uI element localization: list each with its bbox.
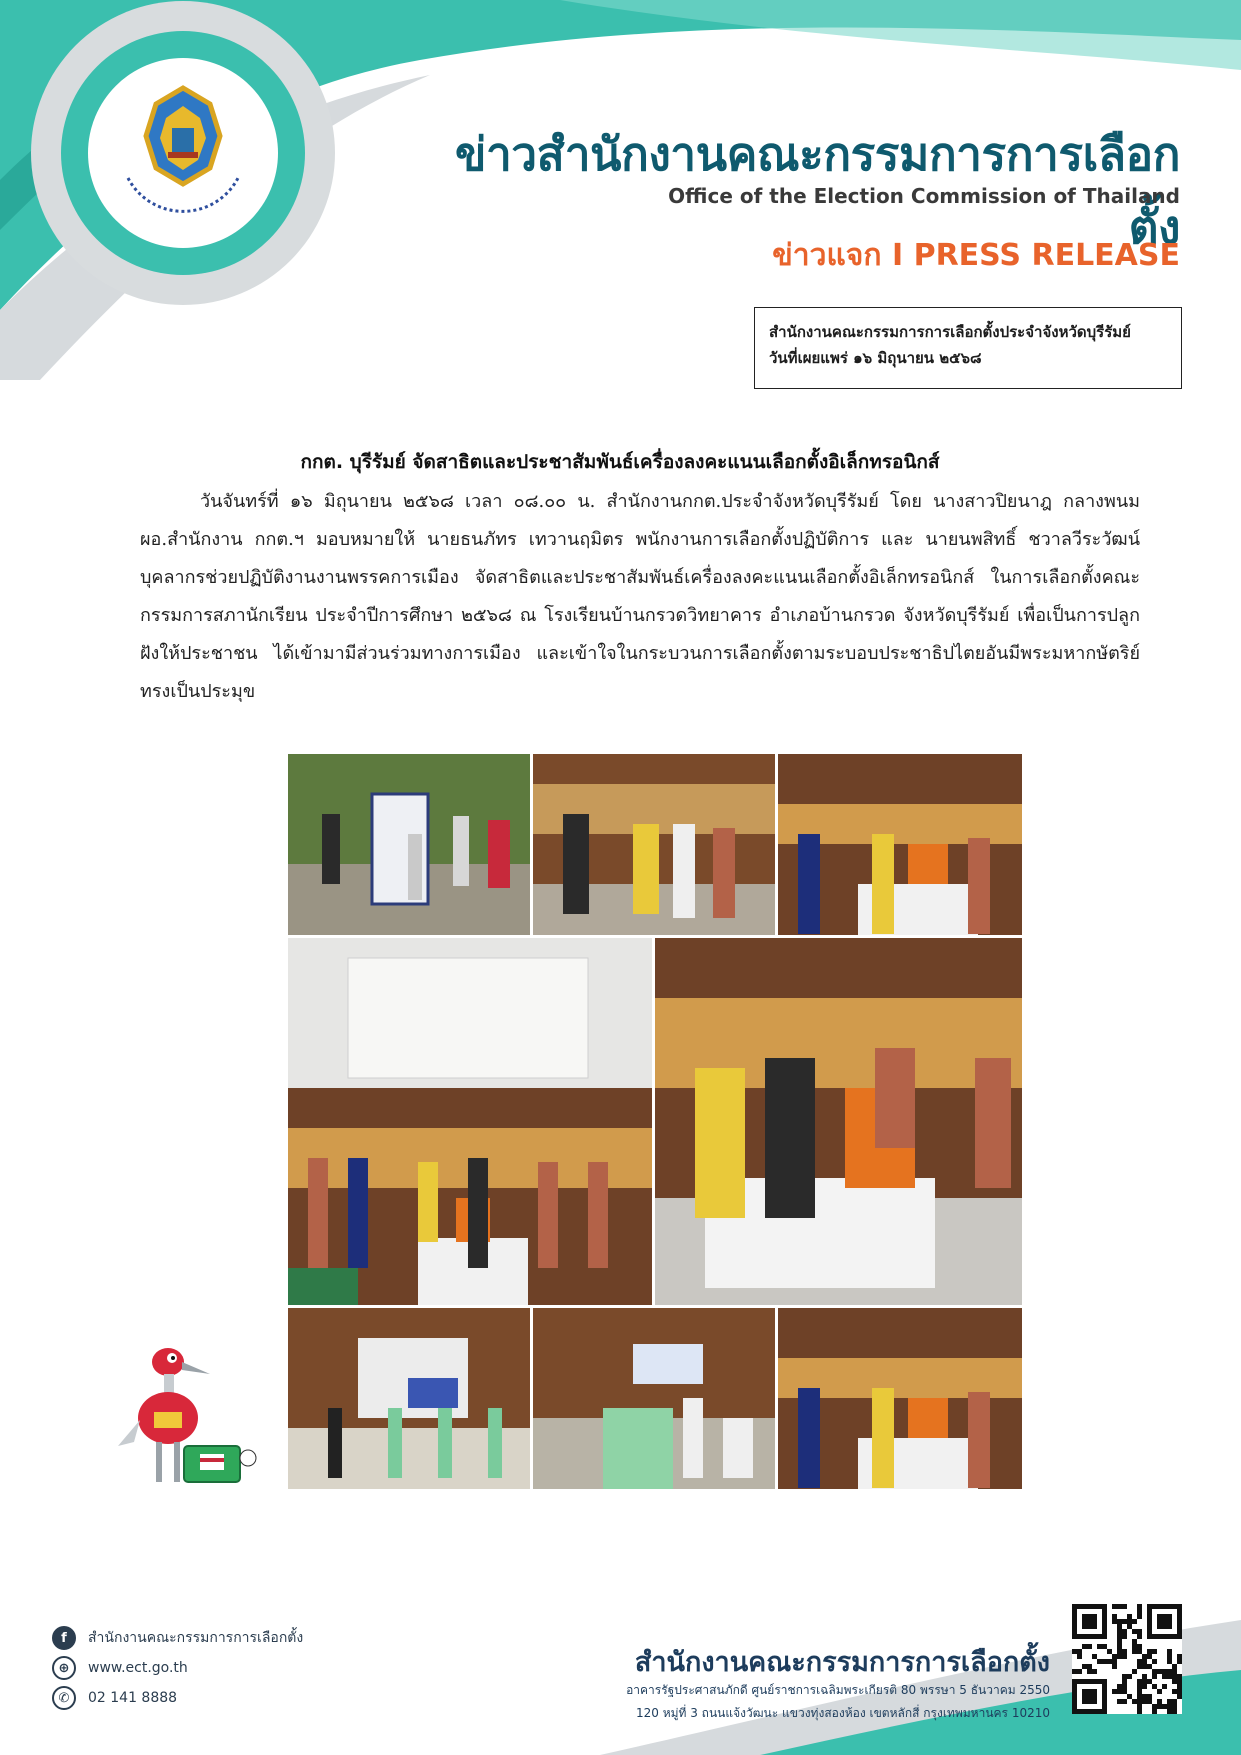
- event-photo: [288, 1308, 530, 1489]
- seal-icon: [88, 58, 278, 248]
- release-date: วันที่เผยแพร่ ๑๖ มิถุนายน ๒๕๖๘: [769, 349, 982, 367]
- election-commission-seal: [88, 58, 278, 248]
- event-photo: [778, 754, 1022, 935]
- facebook-icon: f: [52, 1626, 76, 1650]
- event-photo: [533, 1308, 775, 1489]
- footer-org-name: สำนักงานคณะกรรมการการเลือกตั้ง: [634, 1647, 1050, 1678]
- qr-code[interactable]: [1072, 1604, 1182, 1714]
- provincial-office-name: สำนักงานคณะกรรมการการเลือกตั้งประจำจังหวัดบุรีรัมย์: [769, 323, 1131, 341]
- facebook-page-name: สำนักงานคณะกรรมการการเลือกตั้ง: [88, 1630, 304, 1646]
- event-photo: [778, 1308, 1022, 1489]
- globe-icon: ⊕: [52, 1656, 76, 1680]
- org-title-thai: ข่าวสำนักงานคณะกรรมการการเลือกตั้ง: [455, 127, 1180, 254]
- event-photo: [288, 754, 530, 935]
- release-info-box: [754, 307, 1182, 389]
- event-photo: [288, 938, 652, 1305]
- mascot-illustration: [118, 1346, 268, 1496]
- article-headline: กกต. บุรีรัมย์ จัดสาธิตและประชาสัมพันธ์เครื่องลงคะแนนเลือกตั้งอิเล็กทรอนิกส์: [300, 451, 940, 473]
- phone-number: 02 141 8888: [88, 1690, 178, 1706]
- footer-address-line-1: อาคารรัฐประศาสนภักดี ศูนย์ราชการเฉลิมพระเกียรติ 80 พรรษา 5 ธันวาคม 2550: [626, 1683, 1050, 1697]
- press-release-label: ข่าวแจก I PRESS RELEASE: [772, 238, 1180, 273]
- footer-phone[interactable]: [52, 1684, 177, 1712]
- footer-facebook[interactable]: [52, 1624, 303, 1652]
- event-photo: [533, 754, 775, 935]
- phone-icon: ✆: [52, 1686, 76, 1710]
- article-body: [140, 483, 1140, 711]
- website-url: www.ect.go.th: [88, 1660, 188, 1676]
- org-title-english: Office of the Election Commission of Thailand: [668, 184, 1180, 208]
- footer-website[interactable]: [52, 1654, 188, 1682]
- article-paragraph: วันจันทร์ที่ ๑๖ มิถุนายน ๒๕๖๘ เวลา ๐๘.๐๐ น. สำนักงานกกต.ประจำจังหวัดบุรีรัมย์ โดย นางสาวปิยนาฎ กลางพนม ผอ.สำนักงาน กกต.ฯ มอบหมายให้ นายธนภัทร เทวานฤมิตร พนักงานการเลือกตั้งปฏิบัติการ และ นายนพสิทธิ์ ชวาลวีระวัฒน์ บุคลากรช่วยปฏิบัติงานงานพรรคการเมือง จัดสาธิตและประชาสัมพันธ์เครื่องลงคะแนนเลือกตั้งอิเล็กทรอนิกส์ ในการเลือกตั้งคณะกรรมการสภานักเรียน ประจำปีการศึกษา ๒๕๖๘ ณ โรงเรียนบ้านกรวดวิทยาคาร อำเภอบ้านกรวด จังหวัดบุรีรัมย์ เพื่อเป็นการปลูกฝังให้ประชาชน ได้เข้ามามีส่วนร่วมทางการเมือง และเข้าใจในกระบวนการเลือกตั้งตามระบอบประชาธิปไตยอันมีพระมหากษัตริย์ทรงเป็นประมุข: [140, 491, 1140, 702]
- event-photo-collage: [288, 754, 1022, 1489]
- event-photo: [655, 938, 1022, 1305]
- footer-address-line-2: 120 หมู่ที่ 3 ถนนแจ้งวัฒนะ แขวงทุ่งสองห้อง เขตหลักสี่ กรุงเทพมหานคร 10210: [635, 1706, 1050, 1720]
